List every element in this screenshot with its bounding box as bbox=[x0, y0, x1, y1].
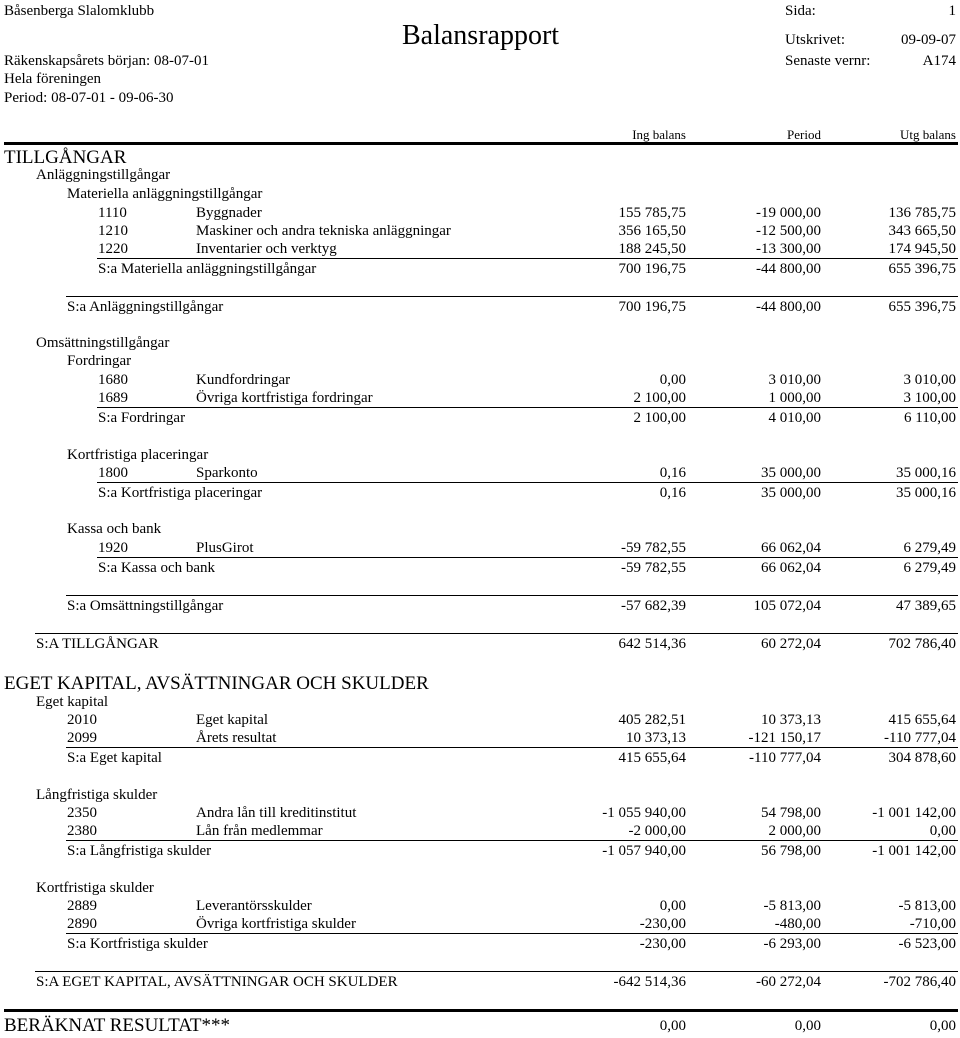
subtotal-period: 4 010,00 bbox=[768, 410, 821, 426]
page-number: 1 bbox=[948, 3, 956, 19]
subtotal-label: S:a Omsättningstillgångar bbox=[67, 598, 224, 614]
subtotal-utg: -1 001 142,00 bbox=[872, 843, 956, 859]
account-name: Eget kapital bbox=[196, 712, 269, 728]
amount-period: -12 500,00 bbox=[756, 223, 821, 239]
subtotal-rule bbox=[66, 747, 958, 748]
amount-ing: -230,00 bbox=[639, 916, 686, 932]
account-name: Andra lån till kreditinstitut bbox=[196, 805, 357, 821]
subtotal-label: S:a Fordringar bbox=[98, 410, 186, 426]
account-number: 2010 bbox=[67, 712, 97, 728]
account-name: PlusGirot bbox=[196, 540, 254, 556]
subgroup-heading: Fordringar bbox=[67, 353, 132, 369]
section-title-equity-liabilities: EGET KAPITAL, AVSÄTTNINGAR OCH SKULDER bbox=[4, 673, 429, 694]
account-name: Årets resultat bbox=[196, 730, 277, 746]
amount-period: -5 813,00 bbox=[763, 898, 821, 914]
vernr-value: A174 bbox=[922, 53, 956, 69]
result-utg: 0,00 bbox=[929, 1018, 956, 1034]
amount-period: 66 062,04 bbox=[761, 540, 821, 556]
section-title-assets: TILLGÅNGAR bbox=[4, 147, 127, 168]
account-number: 2380 bbox=[67, 823, 97, 839]
subtotal-label: S:a Anläggningstillgångar bbox=[67, 299, 224, 315]
amount-ing: 155 785,75 bbox=[618, 205, 686, 221]
amount-period: -19 000,00 bbox=[756, 205, 821, 221]
amount-utg: 343 665,50 bbox=[888, 223, 956, 239]
subtotal-ing: -1 057 940,00 bbox=[602, 843, 686, 859]
total-label: S:A TILLGÅNGAR bbox=[36, 636, 159, 652]
subtotal-period: 105 072,04 bbox=[753, 598, 821, 614]
subtotal-ing: -230,00 bbox=[639, 936, 686, 952]
amount-utg: -5 813,00 bbox=[898, 898, 956, 914]
subtotal-rule bbox=[97, 407, 958, 408]
amount-utg: -710,00 bbox=[909, 916, 956, 932]
subtotal-label: S:a Kortfristiga placeringar bbox=[98, 485, 263, 501]
amount-ing: 10 373,13 bbox=[626, 730, 686, 746]
amount-period: 35 000,00 bbox=[761, 465, 821, 481]
subtotal-ing: -59 782,55 bbox=[621, 560, 686, 576]
subtotal-period: 66 062,04 bbox=[761, 560, 821, 576]
subtotal-label: S:a Eget kapital bbox=[67, 750, 162, 766]
amount-period: 3 010,00 bbox=[768, 372, 821, 388]
calculated-result-label: BERÄKNAT RESULTAT*** bbox=[4, 1015, 230, 1036]
total-label: S:A EGET KAPITAL, AVSÄTTNINGAR OCH SKULDER bbox=[36, 974, 398, 990]
header-rule bbox=[4, 142, 958, 145]
subtotal-rule bbox=[66, 595, 958, 596]
amount-utg: 136 785,75 bbox=[888, 205, 956, 221]
group-heading: Omsättningstillgångar bbox=[36, 335, 170, 351]
subtotal-utg: 655 396,75 bbox=[888, 299, 956, 315]
subtotal-label: S:a Kortfristiga skulder bbox=[67, 936, 208, 952]
amount-period: 54 798,00 bbox=[761, 805, 821, 821]
subtotal-ing: -57 682,39 bbox=[621, 598, 686, 614]
amount-ing: 0,00 bbox=[659, 372, 686, 388]
amount-utg: 6 279,49 bbox=[903, 540, 956, 556]
subtotal-rule bbox=[66, 933, 958, 934]
total-period: -60 272,04 bbox=[756, 974, 821, 990]
subtotal-period: 35 000,00 bbox=[761, 485, 821, 501]
amount-utg: -1 001 142,00 bbox=[872, 805, 956, 821]
amount-ing: -59 782,55 bbox=[621, 540, 686, 556]
subtotal-rule bbox=[66, 296, 958, 297]
account-name: Inventarier och verktyg bbox=[196, 241, 337, 257]
subtotal-label: S:a Kassa och bank bbox=[98, 560, 216, 576]
account-number: 2350 bbox=[67, 805, 97, 821]
page-label: Sida: bbox=[785, 3, 816, 19]
account-number: 1689 bbox=[98, 390, 128, 406]
subtotal-period: -6 293,00 bbox=[763, 936, 821, 952]
result-period: 0,00 bbox=[794, 1018, 821, 1034]
report-title: Balansrapport bbox=[402, 20, 560, 51]
amount-ing: -1 055 940,00 bbox=[602, 805, 686, 821]
subtotal-rule bbox=[97, 258, 958, 259]
subtotal-ing: 415 655,64 bbox=[618, 750, 686, 766]
vernr-label: Senaste vernr: bbox=[785, 53, 871, 69]
total-rule bbox=[35, 971, 958, 972]
subtotal-utg: 655 396,75 bbox=[888, 261, 956, 277]
amount-utg: 3 010,00 bbox=[903, 372, 956, 388]
account-name: Maskiner och andra tekniska anläggningar bbox=[196, 223, 451, 239]
report-period: Period: 08-07-01 - 09-06-30 bbox=[4, 90, 174, 106]
account-name: Leverantörsskulder bbox=[196, 898, 312, 914]
report-scope: Hela föreningen bbox=[4, 71, 102, 87]
amount-utg: 35 000,16 bbox=[896, 465, 956, 481]
total-ing: 642 514,36 bbox=[618, 636, 686, 652]
account-number: 2889 bbox=[67, 898, 97, 914]
account-name: Övriga kortfristiga fordringar bbox=[196, 390, 373, 406]
group-heading: Kortfristiga skulder bbox=[36, 880, 154, 896]
subtotal-label: S:a Materiella anläggningstillgångar bbox=[98, 261, 317, 277]
result-rule bbox=[4, 1009, 958, 1012]
group-heading: Anläggningstillgångar bbox=[36, 167, 171, 183]
amount-period: -121 150,17 bbox=[748, 730, 821, 746]
fiscal-year-start: Räkenskapsårets början: 08-07-01 bbox=[4, 53, 209, 69]
subtotal-utg: 35 000,16 bbox=[896, 485, 956, 501]
amount-ing: 0,00 bbox=[659, 898, 686, 914]
printed-date: 09-09-07 bbox=[901, 32, 956, 48]
account-name: Sparkonto bbox=[196, 465, 258, 481]
account-number: 1920 bbox=[98, 540, 128, 556]
subtotal-period: 56 798,00 bbox=[761, 843, 821, 859]
subtotal-utg: 47 389,65 bbox=[896, 598, 956, 614]
subgroup-heading: Materiella anläggningstillgångar bbox=[67, 186, 263, 202]
amount-utg: 415 655,64 bbox=[888, 712, 956, 728]
account-name: Kundfordringar bbox=[196, 372, 291, 388]
account-number: 2890 bbox=[67, 916, 97, 932]
subtotal-rule bbox=[97, 557, 958, 558]
subgroup-heading: Kortfristiga placeringar bbox=[67, 447, 209, 463]
account-name: Övriga kortfristiga skulder bbox=[196, 916, 356, 932]
column-header-ing: Ing balans bbox=[632, 127, 686, 142]
subgroup-heading: Kassa och bank bbox=[67, 521, 162, 537]
group-heading: Eget kapital bbox=[36, 694, 109, 710]
account-name: Byggnader bbox=[196, 205, 262, 221]
total-utg: -702 786,40 bbox=[883, 974, 956, 990]
subtotal-ing: 700 196,75 bbox=[618, 261, 686, 277]
organization-name: Båsenberga Slalomklubb bbox=[4, 3, 155, 19]
printed-label: Utskrivet: bbox=[785, 32, 845, 48]
subtotal-ing: 2 100,00 bbox=[633, 410, 686, 426]
amount-utg: 0,00 bbox=[929, 823, 956, 839]
subtotal-period: -110 777,04 bbox=[749, 750, 821, 766]
account-number: 1220 bbox=[98, 241, 128, 257]
column-header-period: Period bbox=[787, 127, 821, 142]
subtotal-rule bbox=[97, 482, 958, 483]
amount-period: 10 373,13 bbox=[761, 712, 821, 728]
account-number: 1800 bbox=[98, 465, 128, 481]
amount-period: 1 000,00 bbox=[768, 390, 821, 406]
account-name: Lån från medlemmar bbox=[196, 823, 323, 839]
subtotal-utg: 6 279,49 bbox=[903, 560, 956, 576]
amount-ing: 356 165,50 bbox=[618, 223, 686, 239]
amount-period: -13 300,00 bbox=[756, 241, 821, 257]
subtotal-period: -44 800,00 bbox=[756, 261, 821, 277]
amount-period: -480,00 bbox=[774, 916, 821, 932]
subtotal-period: -44 800,00 bbox=[756, 299, 821, 315]
account-number: 2099 bbox=[67, 730, 97, 746]
subtotal-utg: 6 110,00 bbox=[904, 410, 956, 426]
account-number: 1680 bbox=[98, 372, 128, 388]
column-header-utg: Utg balans bbox=[900, 127, 956, 142]
total-period: 60 272,04 bbox=[761, 636, 821, 652]
amount-ing: 188 245,50 bbox=[618, 241, 686, 257]
account-number: 1110 bbox=[98, 205, 127, 221]
amount-ing: -2 000,00 bbox=[628, 823, 686, 839]
total-rule bbox=[35, 633, 958, 634]
total-ing: -642 514,36 bbox=[613, 974, 686, 990]
amount-ing: 0,16 bbox=[659, 465, 686, 481]
group-heading: Långfristiga skulder bbox=[36, 787, 158, 803]
subtotal-rule bbox=[66, 840, 958, 841]
amount-utg: 174 945,50 bbox=[888, 241, 956, 257]
subtotal-label: S:a Långfristiga skulder bbox=[67, 843, 212, 859]
total-utg: 702 786,40 bbox=[888, 636, 956, 652]
subtotal-utg: 304 878,60 bbox=[888, 750, 956, 766]
result-ing: 0,00 bbox=[659, 1018, 686, 1034]
subtotal-ing: 700 196,75 bbox=[618, 299, 686, 315]
amount-period: 2 000,00 bbox=[768, 823, 821, 839]
amount-ing: 2 100,00 bbox=[633, 390, 686, 406]
amount-ing: 405 282,51 bbox=[618, 712, 686, 728]
subtotal-ing: 0,16 bbox=[659, 485, 686, 501]
subtotal-utg: -6 523,00 bbox=[898, 936, 956, 952]
account-number: 1210 bbox=[98, 223, 128, 239]
amount-utg: -110 777,04 bbox=[884, 730, 956, 746]
amount-utg: 3 100,00 bbox=[903, 390, 956, 406]
